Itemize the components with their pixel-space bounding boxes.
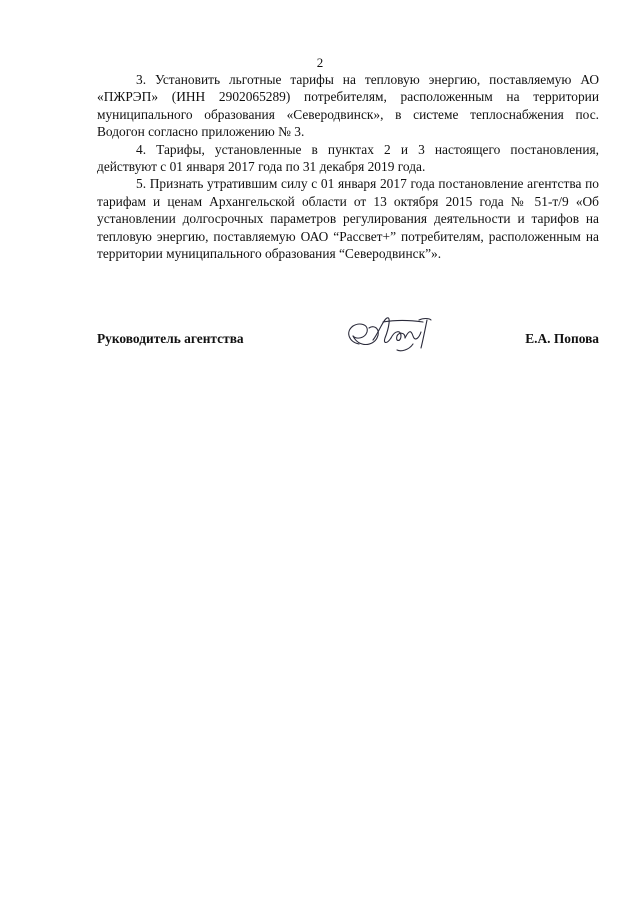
- handwritten-signature: [339, 314, 459, 358]
- paragraph-4: 4. Тарифы, установленные в пунктах 2 и 3 настоящего постановления, действуют с 01 января 2017 года по 31 декабря 2019 года.: [97, 141, 599, 175]
- page-number: 2: [316, 55, 324, 70]
- signature-block: [97, 322, 599, 366]
- document-body: [97, 71, 599, 262]
- signer-name: Е.А. Попова: [525, 331, 599, 346]
- signer-title: Руководитель агентства: [97, 331, 244, 346]
- paragraph-5: 5. Признать утратившим силу с 01 января 2017 года постановление агентства по тарифам и ценам Архангельской области от 13 октября 2015 года № 51-т/9 «Об установлении долгосрочных параметров регулирования деятельности и тарифов на тепловую энергию, поставляемую ОАО “Рассвет+” потребителям, расположенным на территории муниципального образования “Северодвинск”».: [97, 176, 599, 262]
- paragraph-3: 3. Установить льготные тарифы на тепловую энергию, поставляемую АО «ПЖРЭП» (ИНН 2902065289) потребителям, расположенным на территории муниципального образования «Северодвинск», в системе теплоснабжения пос. Водогон согласно приложению № 3.: [97, 72, 599, 140]
